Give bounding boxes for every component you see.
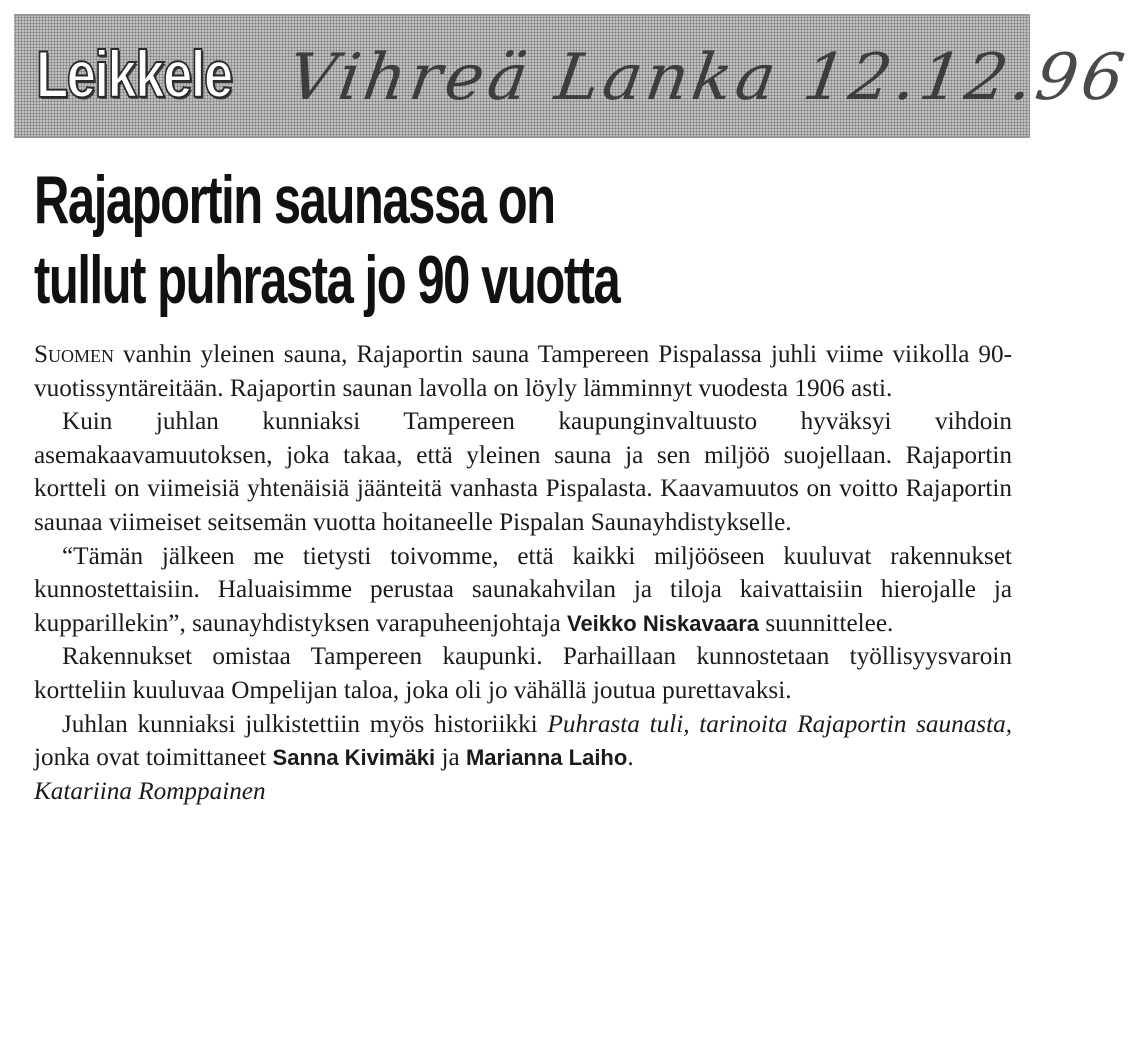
article-paragraph-1: [34, 338, 1012, 405]
article-paragraph-3: [34, 540, 1012, 641]
book-title: Puhrasta tuli, tarinoita Rajaportin saunasta,: [547, 710, 1012, 738]
editor-name-2: Marianna Laiho: [465, 745, 628, 771]
article-paragraph-4: Rakennukset omistaa Tampereen kaupunki. Parhaillaan kunnostetaan työllisyysvaroin kortteliin kuuluvaa Ompelijan taloa, joka oli jo vähällä joutua purettavaksi.: [34, 643, 1012, 704]
headline-line-1: Rajaportin saunassa on: [34, 162, 555, 238]
paragraph-5-start: Juhlan kunniaksi julkistettiin myös historiikki: [62, 710, 548, 738]
article-paragraph-2: Kuin juhlan kunniaksi Tampereen kaupunginvaltuusto hyväksyi vihdoin asemakaavamuutoksen, joka takaa, että yleinen sauna ja sen miljöö suojellaan. Rajaportin kortteli on viimeisiä yhtenäisiä jäänteitä vanhasta Pispalasta. Kaavamuutos on voitto Rajaportin saunaa viimeiset seitsemän vuotta hoitaneelle Pispalan Saunayhdistykselle.: [34, 408, 1012, 536]
article-paragraph-5: [34, 708, 1012, 775]
article-headline: [34, 160, 740, 320]
quote-text: “Tämän jälkeen me tietysti toivomme, että kaikki miljööseen kuuluvat rakennukset kunnostettaisiin. Haluaisimme perustaa saunakahvilan ja tiloja kaivattaisiin hierojalle ja kupparillekin”, saunayhdistyksen varapuheenjohtaja: [34, 542, 1012, 637]
handwritten-source-note: Vihreä Lanka 12.12.96: [283, 41, 1133, 115]
lead-word: Suomen: [34, 341, 115, 368]
clipping-banner: [14, 14, 1133, 138]
editor-name-1: Sanna Kivimäki: [272, 745, 436, 771]
paragraph-3-end: suunnittelee.: [759, 609, 894, 637]
paragraph-5-and: ja: [435, 744, 466, 772]
person-name: Veikko Niskavaara: [566, 610, 760, 636]
article-author: Katariina Romppainen: [34, 777, 266, 805]
paragraph-5-mid: jonka ovat toimittaneet: [34, 744, 273, 772]
paragraph-5-period: .: [627, 744, 634, 772]
banner-label: Leikkele: [36, 37, 232, 111]
headline-line-2: tullut puhrasta jo 90 vuotta: [34, 242, 620, 318]
article-body: [34, 338, 1012, 808]
paragraph-1-text: vanhin yleinen sauna, Rajaportin sauna Tampereen Pispalassa juhli viime viikolla 90-vuotissyntäreitään. Rajaportin saunan lavolla on löyly lämminnyt vuodesta 1906 asti.: [34, 341, 1012, 402]
